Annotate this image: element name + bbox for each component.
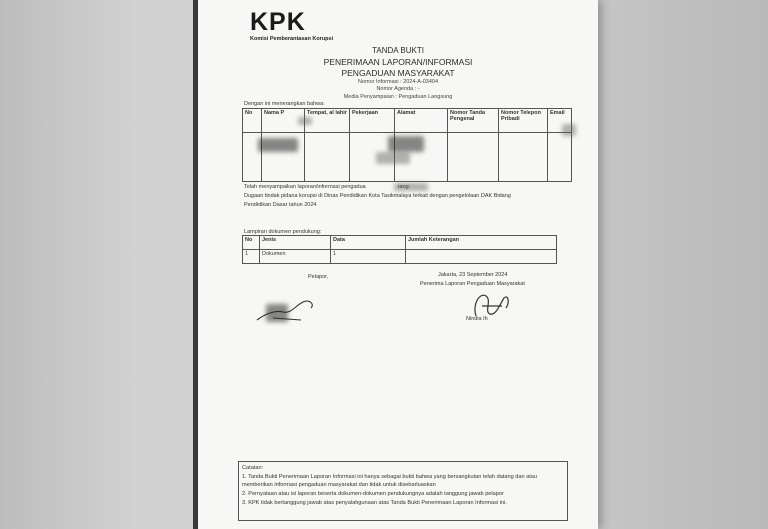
redaction-alamat-2 (376, 152, 410, 164)
col-nomor-telepon: Nomor Telepon Pribadi (499, 109, 548, 133)
notes-item-1: 1. Tanda Bukti Penerimaan Laporan Informasi ini hanya sebagai bukti bahwa yang bersangkutan telah datang dan atau (242, 473, 538, 480)
col-pekerjaan: Pekerjaan (350, 109, 395, 133)
doc-title-line2: PENERIMAAN LAPORAN/INFORMASI (323, 57, 473, 67)
notes-box (238, 461, 568, 521)
att-row-no: 1 (243, 250, 260, 264)
statement-line1 (244, 184, 410, 190)
col-nomor-tanda-pengenal: Nomor Tanda Pengenal (448, 109, 499, 133)
redaction-signature (266, 304, 288, 322)
redaction-header (298, 117, 312, 125)
doc-title-line3: PENGADUAN MASYARAKAT (341, 68, 455, 78)
pelapor-label: Pelapor, (308, 274, 329, 280)
col-email: Email (548, 109, 572, 133)
redaction-alamat (388, 136, 424, 152)
att-row-jenis: Dokumen (260, 250, 331, 264)
media-penyampaian: Media Penyampaian : Pengaduan Langsung (343, 94, 453, 100)
col-nama: Nama P (262, 109, 305, 133)
col-ttl: Tempat, al lahir (305, 109, 350, 133)
notes-item-2: 2. Pernyataan atau isi laporan beserta dokumen-dokumen pendukungnya adalah tanggung jawab pelapor (242, 490, 504, 497)
kpk-logo (250, 8, 306, 37)
statement-line2: Dugaan tindak pidana korupsi di Dinas Pendidikan Kota Tasikmalaya terkait dengan pengelolaan DAK Bidang (244, 193, 511, 199)
att-col-data: Data (331, 236, 406, 250)
penerima-name: Nindia Ih (466, 316, 488, 322)
doc-title-line1: TANDA BUKTI (372, 46, 424, 55)
att-col-keterangan: Jumlah Keterangan (406, 236, 557, 250)
notes-item-3: 3. KPK tidak bertanggung jawab atas penyalahgunaan atas Tanda Bukti Penerimaan Laporan Informasi ini. (242, 499, 507, 506)
statement-prefix: Telah menyampaikan laporan/informasi pengadua (244, 184, 366, 190)
attachments-label: Lampiran dokumen pendukung: (244, 229, 322, 235)
att-row-keterangan (406, 250, 557, 264)
logo-text: KPK (250, 8, 306, 36)
att-col-no: No (243, 236, 260, 250)
att-row-data: 1 (331, 250, 406, 264)
document-page (198, 0, 598, 529)
redaction-email (562, 124, 576, 136)
col-no: No (243, 109, 262, 133)
nomor-informasi: Nomor Informasi : 2024-A-03404 (357, 79, 439, 85)
nomor-agenda: Nomor Agenda : - (376, 86, 420, 92)
redaction-nama (258, 138, 298, 152)
logo-subtitle: Komisi Pemberantasan Korupsi (250, 36, 334, 42)
penerima-label: Penerima Laporan Pengaduan Masyarakat (420, 281, 525, 287)
att-col-jenis: Jenis (260, 236, 331, 250)
statement-line3: Pendidikan Dasar tahun 2024 (244, 202, 317, 208)
redaction-statement (394, 183, 428, 191)
notes-item-1b: memberikan informasi pengaduan masyarakat dan tidak untuk disebarluaskan (242, 482, 436, 489)
col-alamat: Alamat (395, 109, 448, 133)
statement-suffix: rang: (397, 184, 411, 190)
signature-date: Jakarta, 23 September 2024 (438, 272, 508, 278)
notes-title: Catatan: (242, 465, 264, 471)
table-row (243, 250, 557, 264)
attachments-table (242, 235, 557, 264)
pelapor-signature-icon (253, 290, 323, 326)
intro-text: Dengan ini menerangkan bahwa: (244, 101, 325, 107)
